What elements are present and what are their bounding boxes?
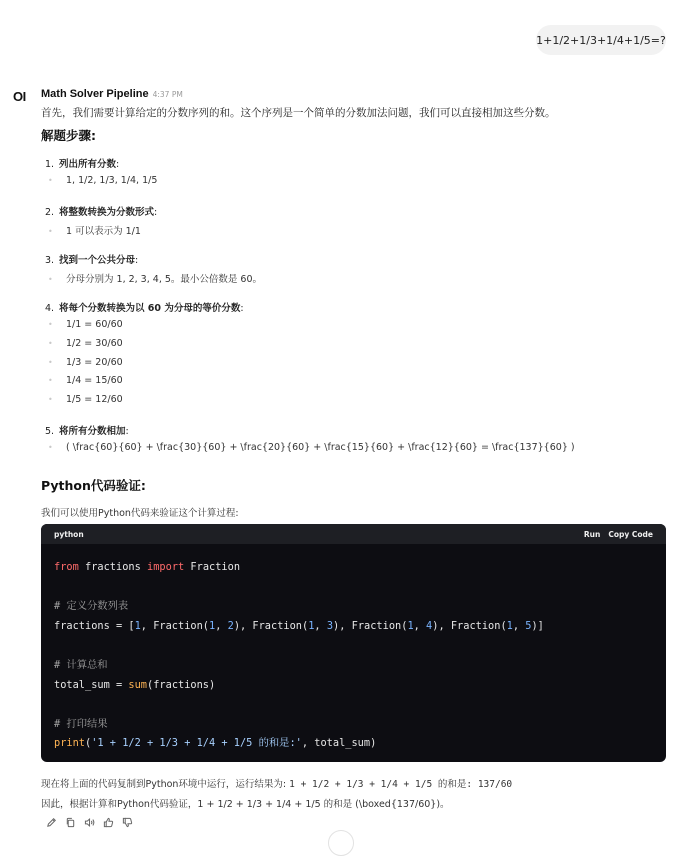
code-token: ,: [314, 619, 327, 632]
code-token: ), Fraction(: [333, 619, 408, 632]
code-line: [54, 734, 544, 754]
step-number: 1.: [45, 159, 55, 170]
bullet-icon: •: [48, 443, 53, 452]
list-item: • 1 可以表示为 1/1: [48, 226, 141, 237]
code-token: from: [54, 561, 79, 573]
code-line: [54, 695, 544, 715]
code-token: total_sum =: [54, 678, 129, 691]
python-heading: Python代码验证:: [41, 478, 146, 493]
assistant-name: Math Solver Pipeline: [41, 88, 149, 100]
steps-heading: 解题步骤:: [41, 128, 96, 143]
list-item: • 1/3 = 20/60: [48, 357, 123, 368]
code-token: ), Fraction(: [233, 619, 309, 632]
message-timestamp: 4:37 PM: [152, 90, 183, 99]
code-line: [54, 617, 544, 637]
step-title: 3. 找到一个公共分母:: [45, 255, 139, 266]
scroll-to-bottom-button[interactable]: [328, 830, 354, 856]
code-line: [54, 558, 544, 578]
result-value: 1 + 1/2 + 1/3 + 1/4 + 1/5 的和是: 137/60: [289, 779, 513, 790]
list-item: • 1/5 = 12/60: [48, 394, 123, 405]
code-token: fractions: [78, 561, 148, 573]
bullet-icon: •: [48, 227, 53, 236]
user-message-text: 1+1/2+1/3+1/4+1/5=?: [536, 33, 666, 47]
code-token: print: [54, 737, 85, 750]
code-language-label: python: [54, 529, 84, 539]
thumbs-down-icon[interactable]: [121, 816, 134, 829]
code-token: 5: [525, 619, 532, 632]
step-title: 4. 将每个分数转换为以 60 为分母的等价分数:: [45, 303, 244, 314]
code-token: # 计算总和: [54, 658, 108, 671]
step-title-text: 列出所有分数: [59, 159, 117, 170]
step-title-text: 将所有分数相加: [59, 426, 126, 437]
code-line: [54, 656, 544, 676]
list-item: • 1/1 = 60/60: [48, 319, 123, 330]
assistant-header: [41, 88, 183, 100]
code-token: (fractions): [147, 678, 216, 691]
bullet-icon: •: [48, 339, 53, 348]
code-token: 1: [308, 619, 315, 632]
step-number: 5.: [45, 426, 55, 437]
list-item: • 1/4 = 15/60: [48, 375, 123, 386]
code-token: ,: [215, 619, 228, 632]
code-token: 4: [426, 619, 433, 632]
code-token: import: [147, 561, 185, 573]
step-number: 4.: [45, 303, 55, 314]
bullet-icon: •: [48, 275, 53, 284]
conclusion-text: 因此，根据计算和Python代码验证，1 + 1/2 + 1/3 + 1/4 + 1/5 的和是 (\boxed{137/60})。: [41, 799, 450, 810]
code-token: 3: [326, 619, 334, 632]
bullet-icon: •: [48, 395, 53, 404]
list-item: • 1, 1/2, 1/3, 1/4, 1/5: [48, 175, 158, 186]
assistant-avatar: OI: [13, 89, 26, 104]
run-result: [41, 776, 512, 790]
step-title: 1. 列出所有分数:: [45, 159, 120, 170]
code-token: # 定义分数列表: [54, 600, 129, 613]
code-line: [54, 636, 544, 656]
code-token: # 打印结果: [54, 717, 108, 730]
bullet-icon: •: [48, 376, 53, 385]
code-token: Fraction: [184, 561, 241, 573]
code-token: )]: [531, 619, 544, 632]
code-token: '1 + 1/2 + 1/3 + 1/4 + 1/5 的和是:': [91, 737, 302, 750]
list-item: • ( \frac{60}{60} + \frac{30}{60} + \frac{20}{60} + \frac{15}{60} + \frac{12}{60} = \frac{137}{60} ): [48, 442, 575, 453]
code-token: fractions = [: [54, 619, 135, 632]
bullet-icon: •: [48, 320, 53, 329]
bullet-icon: •: [48, 176, 53, 185]
step-title-text: 找到一个公共分母: [59, 255, 136, 266]
step-title: 2. 将整数转换为分数形式:: [45, 207, 158, 218]
list-item: • 分母分别为 1, 2, 3, 4, 5。最小公倍数是 60。: [48, 274, 263, 285]
code-line: [54, 578, 544, 598]
code-block: [41, 524, 666, 762]
copy-icon[interactable]: [64, 816, 77, 829]
code-line: [54, 676, 544, 696]
code-token: 2: [227, 619, 234, 632]
code-line: [54, 715, 544, 735]
code-content[interactable]: [54, 558, 544, 754]
code-line: [54, 597, 544, 617]
user-message-bubble: [536, 25, 666, 55]
python-description: 我们可以使用Python代码来验证这个计算过程:: [41, 508, 239, 519]
list-item: • 1/2 = 30/60: [48, 338, 123, 349]
bullet-icon: •: [48, 358, 53, 367]
run-button[interactable]: Run: [583, 529, 601, 539]
thumbs-up-icon[interactable]: [102, 816, 115, 829]
step-title-text: 将每个分数转换为以 60 为分母的等价分数: [59, 303, 241, 314]
code-token: 1: [209, 619, 216, 632]
code-token: 1: [506, 619, 513, 632]
step-number: 3.: [45, 255, 55, 266]
code-token: , Fraction(: [140, 619, 209, 632]
code-token: ,: [413, 619, 427, 632]
code-token: ), Fraction(: [432, 619, 507, 632]
copy-code-button[interactable]: Copy Code: [608, 529, 653, 539]
edit-icon[interactable]: [45, 816, 58, 829]
message-actions: [45, 816, 134, 829]
intro-text: 首先，我们需要计算给定的分数序列的和。这个序列是一个简单的分数加法问题，我们可以直接相加这些分数。: [41, 107, 556, 119]
result-prefix: 现在将上面的代码复制到Python环境中运行，运行结果为:: [41, 779, 287, 790]
code-token: 1: [134, 619, 141, 632]
code-block-header: [41, 524, 666, 544]
step-number: 2.: [45, 207, 55, 218]
step-title-text: 将整数转换为分数形式: [59, 207, 155, 218]
read-aloud-icon[interactable]: [83, 816, 96, 829]
step-title: 5. 将所有分数相加:: [45, 426, 129, 437]
code-token: , total_sum): [301, 737, 377, 750]
code-token: sum: [128, 678, 148, 691]
code-token: 1: [407, 619, 414, 632]
code-token: (: [85, 737, 92, 750]
code-token: ,: [512, 619, 526, 632]
